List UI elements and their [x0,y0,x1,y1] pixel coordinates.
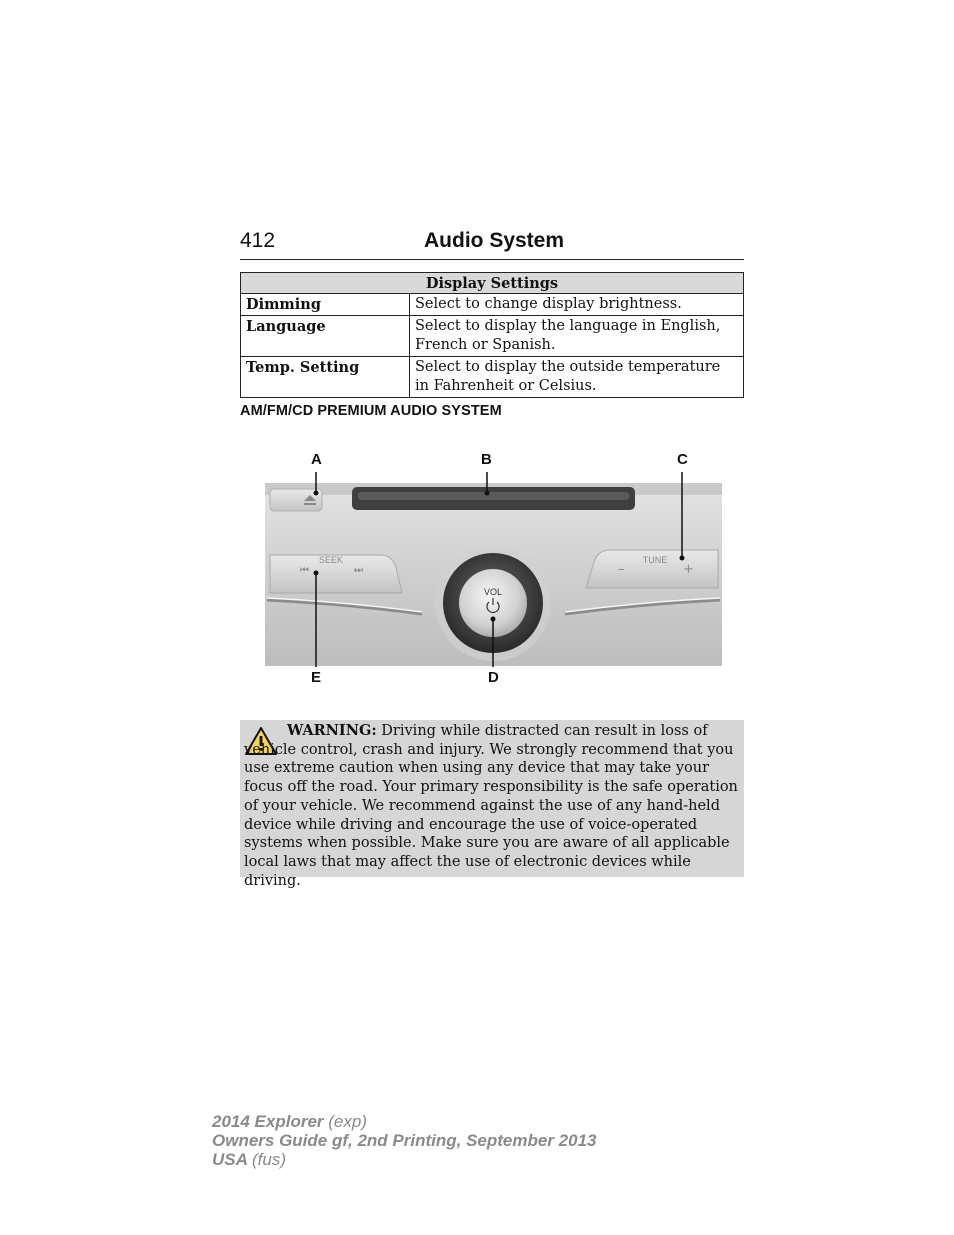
table-header-row [241,273,744,294]
audio-panel-figure [240,445,744,695]
warning-body: Driving while distracted can result in loss of vehicle control, crash and injury. We strongly recommend that you use extreme caution when using any device that may take your focus off the road. Your primary responsibility is the safe operation of your vehicle. We recommend against the use of any hand-held device while driving and encourage the use of voice-operated systems when possible. Make sure you are aware of all applicable local laws that may affect the use of electronic devices while driving. [244,723,738,889]
setting-description: Select to change display brightness. [410,294,744,316]
setting-description: Select to display the outside temperature in Fahrenheit or Celsius. [410,357,744,398]
footer-market-code: (fus) [252,1150,286,1169]
section-title: Audio System [424,229,565,252]
footer-model-code: (exp) [328,1112,367,1131]
footer-model: 2014 Explorer [212,1112,324,1131]
tune-minus-icon: – [618,562,625,577]
setting-term: Dimming [241,294,410,316]
callout-label-a: A [311,451,322,468]
footer-market: USA [212,1150,248,1169]
warning-box [240,720,744,889]
footer-line-2: Owners Guide gf, 2nd Printing, September 2013 [212,1131,597,1150]
footer [212,1112,596,1169]
footer-line-3 [212,1150,596,1169]
table-row [241,316,744,357]
table-row [241,357,744,398]
setting-term: Language [241,316,410,357]
tune-plus-icon: + [683,562,694,577]
page-number: 412 [240,229,276,252]
vol-label: VOL [483,587,503,597]
warning-text [244,722,742,890]
callout-label-e: E [311,669,322,686]
header-rule [240,259,744,260]
table-row [241,294,744,316]
subheading: AM/FM/CD PREMIUM AUDIO SYSTEM [240,403,502,419]
setting-term: Temp. Setting [241,357,410,398]
callout-label-d: D [488,669,499,686]
warning-label: WARNING: [287,722,377,739]
seek-forward-icon: ⏭ [354,565,363,576]
display-settings-table [240,272,744,398]
callout-label-c: C [677,451,688,468]
setting-description: Select to display the language in English, French or Spanish. [410,316,744,357]
audio-panel-illustration [240,445,744,695]
table-title: Display Settings [241,273,744,294]
seek-label: SEEK [318,555,344,565]
footer-line-1 [212,1112,596,1131]
seek-back-icon: ⏮ [300,565,309,576]
tune-label: TUNE [642,555,668,565]
callout-label-b: B [481,451,492,468]
